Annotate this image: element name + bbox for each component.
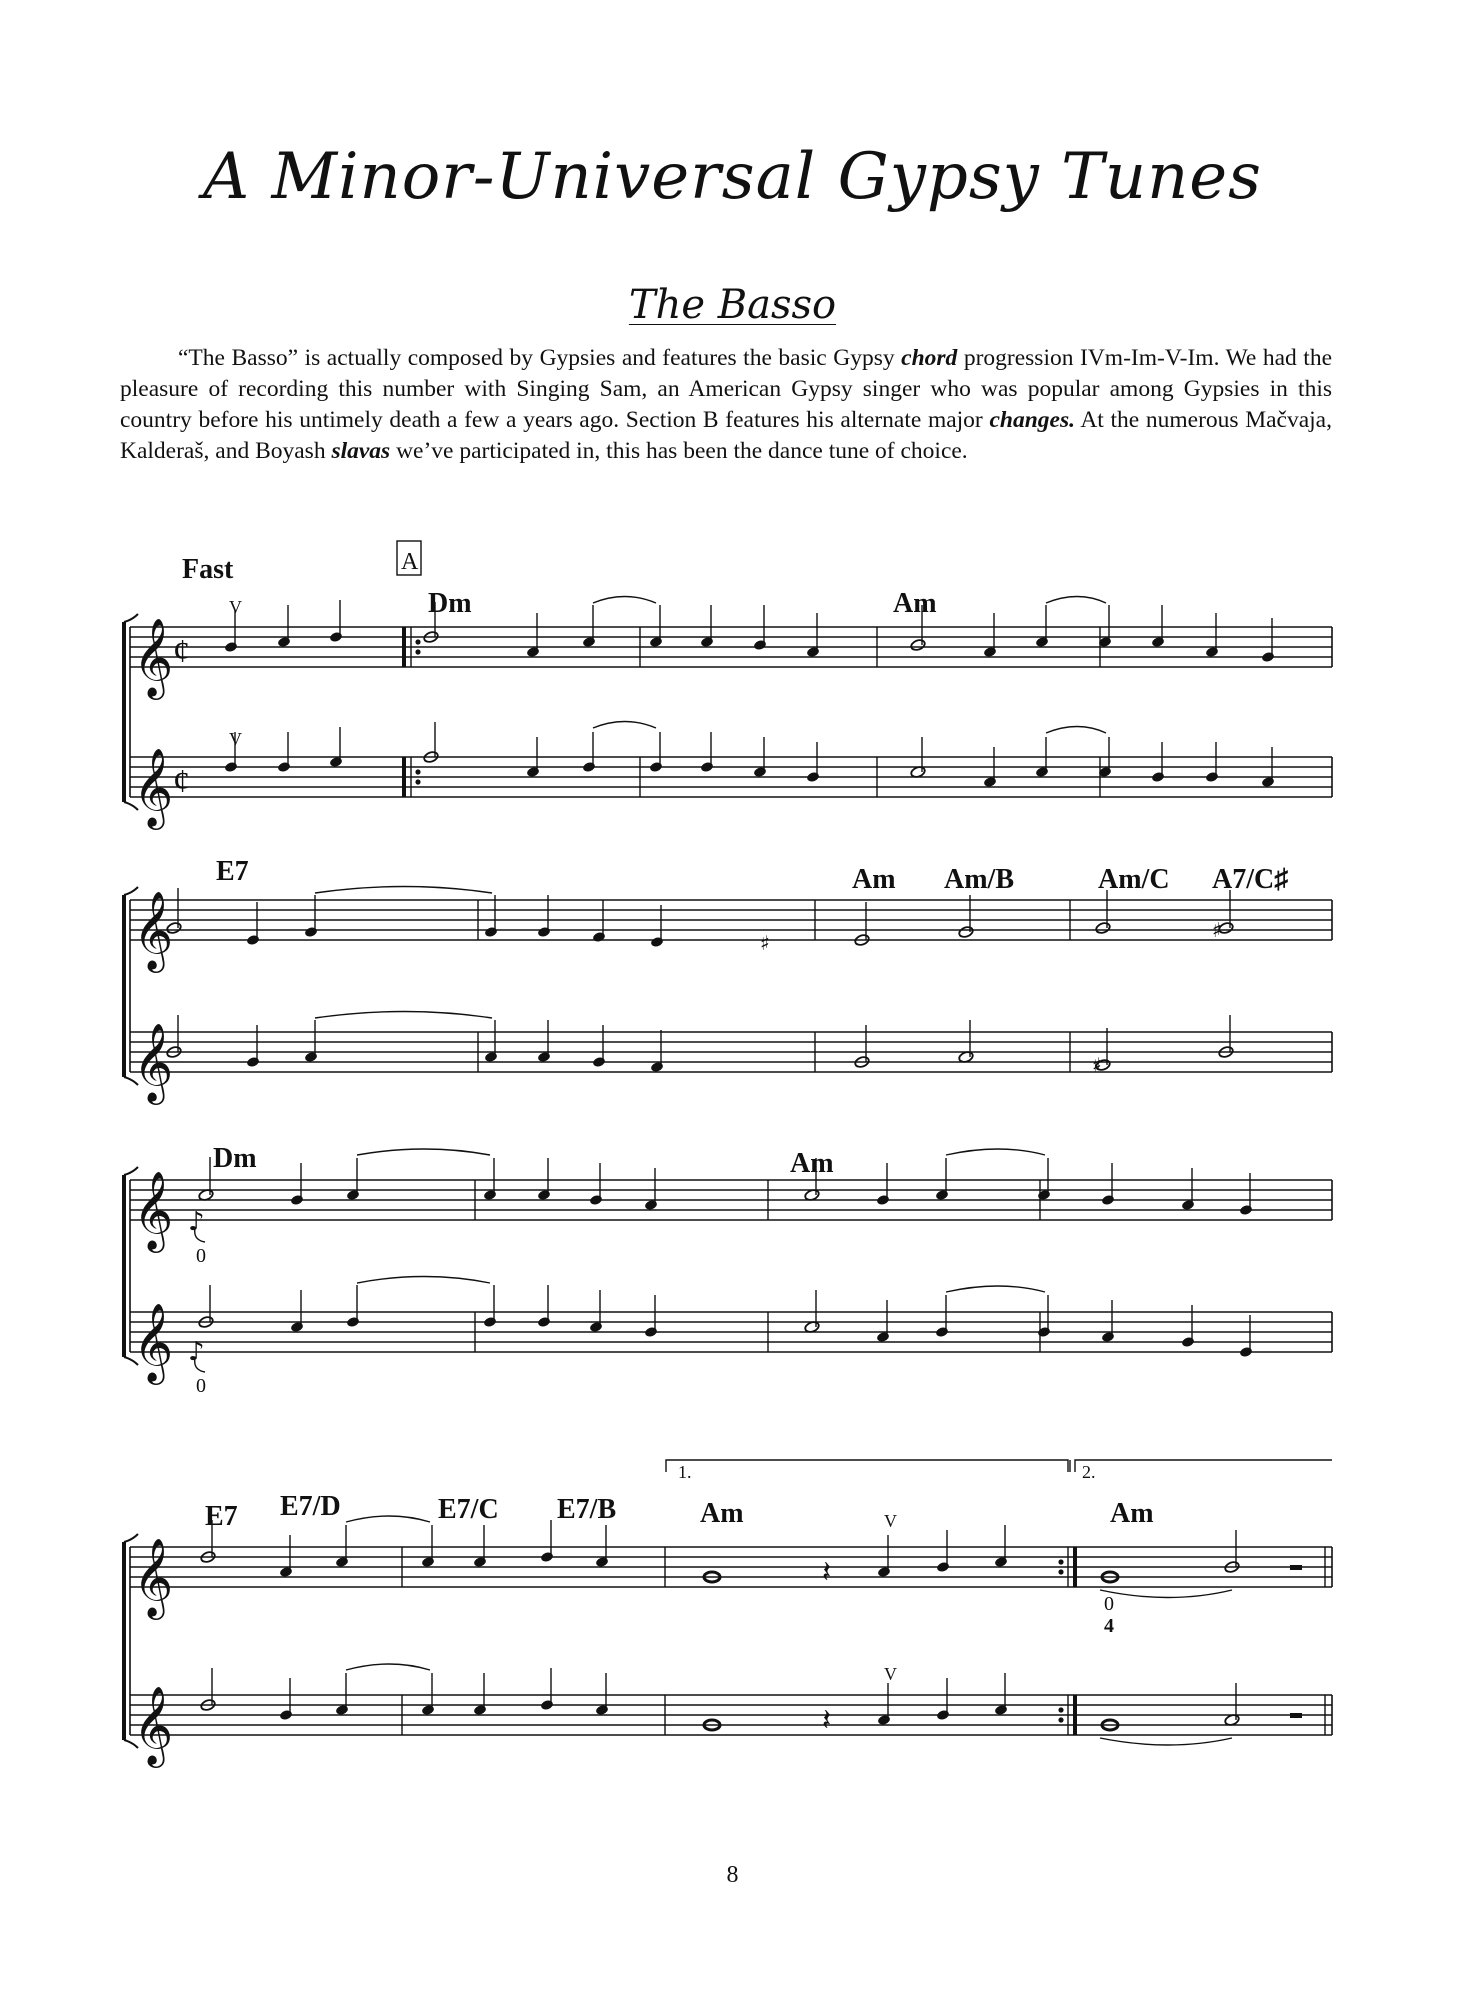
intro-text-3: At the numerous Mačvaja, Kalderaš, and Boyash — [120, 407, 1332, 464]
time-signature-top: ¢ — [173, 633, 190, 670]
grace-note-icon: ♪ — [188, 1337, 205, 1367]
note-heads — [224, 631, 1275, 1726]
half-rest-icon — [1290, 1713, 1302, 1718]
half-note-heads — [166, 630, 1240, 1726]
chord-symbol: E7/D — [280, 1491, 341, 1522]
clefs — [133, 618, 173, 1768]
chord-symbol: E7/B — [557, 1494, 617, 1525]
whole-note-heads — [704, 1572, 1118, 1730]
chord-symbol: Am — [790, 1148, 834, 1179]
quarter-rest-icon: 𝄽 — [822, 1555, 832, 1590]
chord-symbol: Am — [893, 588, 937, 619]
system-1 — [124, 614, 1332, 810]
fingering-number: 0 — [1104, 1593, 1114, 1615]
up-bow-icon: V — [229, 597, 242, 617]
chord-symbol: Am — [700, 1498, 744, 1529]
treble-clef-icon: 𝄞 — [133, 1171, 174, 1250]
chord-symbol: Am/B — [944, 864, 1014, 895]
rehearsal-mark: A — [401, 549, 419, 575]
treble-clef-icon: 𝄞 — [133, 748, 174, 827]
fingering-number: 0 — [196, 1245, 206, 1267]
up-bow-icon: V — [884, 1511, 897, 1531]
fingering-number: 4 — [1104, 1615, 1114, 1637]
treble-clef-icon: 𝄞 — [133, 618, 174, 697]
volta-2-label: 2. — [1082, 1462, 1096, 1482]
treble-clef-icon: 𝄞 — [133, 1303, 174, 1382]
intro-emphasis-chord: chord — [901, 345, 958, 371]
chord-symbol: Am — [1110, 1498, 1154, 1529]
chord-symbol: A7/C♯ — [1212, 864, 1289, 895]
volta-1-label: 1. — [678, 1462, 692, 1482]
system-3 — [124, 1167, 1332, 1365]
fingering-number: 0 — [196, 1375, 206, 1397]
up-bow-icon: V — [884, 1664, 897, 1684]
chord-symbol: Dm — [213, 1143, 257, 1174]
intro-emphasis-slavas: slavas — [331, 438, 391, 464]
treble-clef-icon: 𝄞 — [133, 1023, 174, 1102]
intro-text-4: we’ve participated in, this has been the dance tune of choice. — [390, 438, 968, 464]
quarter-rest-icon: 𝄽 — [822, 1703, 832, 1738]
page-number: 8 — [726, 1862, 739, 1888]
intro-text-1: “The Basso” is actually composed by Gypsies and features the basic Gypsy — [178, 345, 902, 371]
chord-symbol: Am — [852, 864, 896, 895]
sharp-icon: ♯ — [760, 931, 770, 955]
treble-clef-icon: 𝄞 — [133, 1686, 174, 1765]
tempo-marking: Fast — [182, 554, 234, 585]
intro-emphasis-changes: changes. — [989, 407, 1075, 433]
treble-clef-icon: 𝄞 — [133, 1538, 174, 1617]
tune-title: The Basso — [628, 282, 837, 328]
system-2 — [124, 887, 1332, 1085]
chord-symbol: E7 — [216, 856, 249, 887]
chord-symbol: Dm — [428, 588, 472, 619]
treble-clef-icon: 𝄞 — [133, 891, 174, 970]
intro-text-2: progression IVm-Im-V-Im. We had the pleasure of recording this number with Singing Sam, an American Gypsy singer who was popular among Gypsies in this country before his untimely death a few a years ago. Section B features his alternate major — [120, 345, 1332, 433]
grace-note-icon: ♪ — [188, 1207, 205, 1237]
half-rest-icon — [1290, 1565, 1302, 1570]
sharp-icon: ♯ — [1212, 918, 1222, 942]
chord-symbol: E7 — [205, 1501, 238, 1532]
music-symbols — [188, 918, 1302, 1738]
chord-symbol: Am/C — [1098, 864, 1170, 895]
up-bow-icon: V — [229, 729, 242, 749]
page-title: A Minor-Universal Gypsy Tunes — [202, 140, 1263, 214]
chord-symbol: E7/C — [438, 1494, 499, 1525]
sharp-icon: ♯ — [1092, 1053, 1102, 1077]
time-signature-bottom: ¢ — [173, 763, 190, 800]
